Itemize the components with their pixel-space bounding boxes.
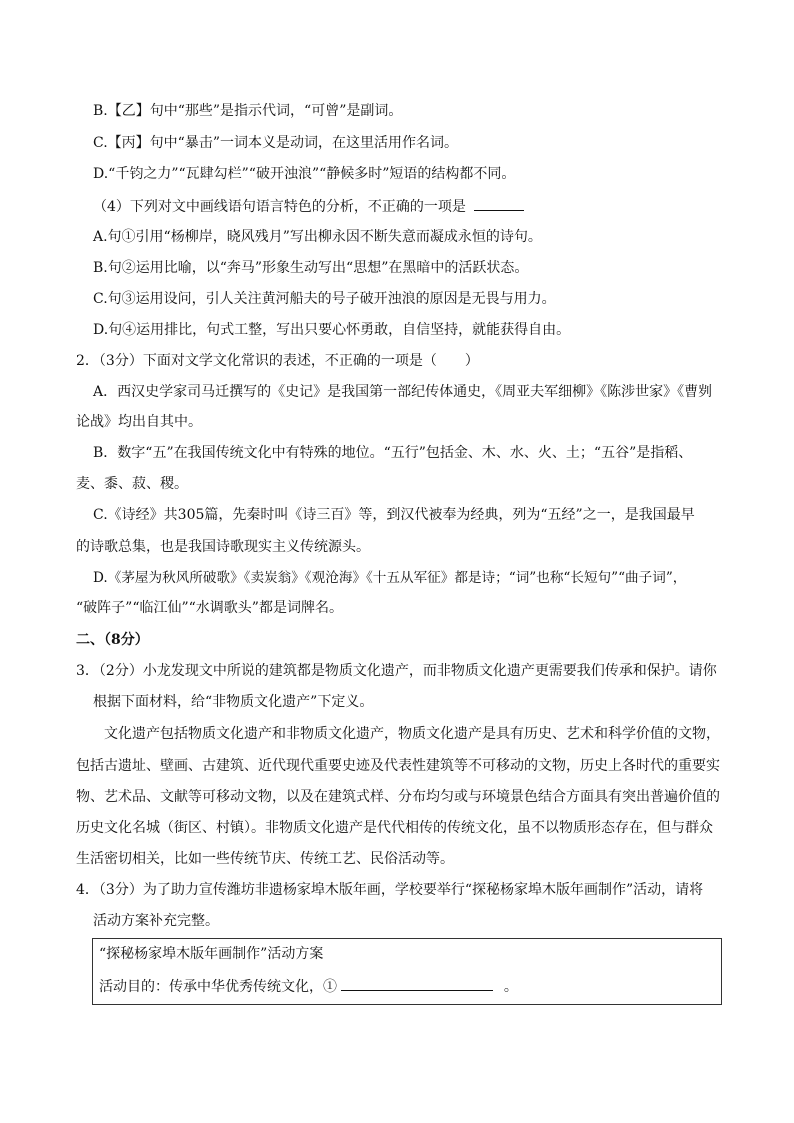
q1-sub4-option-c: C.句③运用设问，引人关注黄河船夫的号子破开浊浪的原因是无畏与用力。: [93, 291, 556, 307]
q2-option-c-line2: 的诗歌总集，也是我国诗歌现实主义传统源头。: [76, 539, 370, 555]
q3-material-line: 历史文化名城（街区、村镇）。非物质文化遗产是代代相传的传统文化，虽不以物质形态存在，但与群众: [76, 820, 713, 836]
q2-option-b-line1: B．数字“五”在我国传统文化中有特殊的地位。“五行”包括金、木、水、火、土；“五谷”是指稻、: [93, 445, 693, 461]
q3-stem-line2: 根据下面材料，给“非物质文化遗产”下定义。: [93, 694, 374, 710]
activity-plan-title: “探秘杨家埠木版年画制作”活动方案: [99, 946, 324, 962]
q1-sub4-option-b: B.句②运用比喻，以“奔马”形象生动写出“思想”在黑暗中的活跃状态。: [93, 260, 529, 276]
section-heading: 二、（8分）: [76, 632, 149, 648]
q3-material-line: 文化遗产包括物质文化遗产和非物质文化遗产，物质文化遗产是具有历史、艺术和科学价值的文物，: [104, 726, 720, 742]
activity-purpose-label: 活动目的：传承中华优秀传统文化，①: [99, 979, 337, 995]
q2-stem: 2．（3分）下面对文学文化常识的表述，不正确的一项是（ ）: [76, 353, 479, 369]
answer-blank[interactable]: [474, 196, 524, 211]
q3-stem-line1: 3．（2分）小龙发现文中所说的建筑都是物质文化遗产，而非物质文化遗产更需要我们传承和保护。请你: [76, 663, 717, 679]
q3-material-line: 包括古遗址、壁画、古建筑、近代现代重要史迹及代表性建筑等不可移动的文物，历史上各时代的重要实: [76, 758, 720, 774]
q2-option-b-line2: 麦、黍、菽、稷。: [76, 476, 188, 492]
q2-option-d-line1: D.《茅屋为秋风所破歌》《卖炭翁》《观沧海》《十五从军征》都是诗；“词”也称“长短句”“曲子词”，: [93, 570, 687, 586]
q1-option-d: D.“千钧之力”“瓦肆勾栏”“破开浊浪”“静候多时”短语的结构都不同。: [93, 166, 516, 182]
q4-stem-line2: 活动方案补充完整。: [93, 913, 219, 929]
activity-plan-box: [92, 938, 722, 1005]
activity-purpose-line: [99, 976, 518, 997]
q1-sub4-stem: [93, 196, 524, 217]
q1-option-c: C.【丙】句中“暴击”一词本义是动词，在这里活用作名词。: [93, 135, 458, 151]
q3-material-line: 生活密切相关，比如一些传统节庆、传统工艺、民俗活动等。: [76, 851, 454, 867]
q2-option-c-line1: C.《诗经》共305篇，先秦时叫《诗三百》等，到汉代被奉为经典，列为“五经”之一，是我国最早: [93, 507, 695, 523]
q3-material-line: 物、艺术品、文献等可移动文物，以及在建筑式样、分布均匀或与环境景色结合方面具有突出普遍价值的: [76, 789, 720, 805]
answer-blank[interactable]: [341, 976, 493, 991]
q4-stem-line1: 4．（3分）为了助力宣传潍坊非遗杨家埠木版年画，学校要举行“探秘杨家埠木版年画制作”活动，请将: [76, 882, 704, 898]
q2-option-a-line1: A．西汉史学家司马迁撰写的《史记》是我国第一部纪传体通史，《周亚夫军细柳》《陈涉世家》《曹刿: [93, 384, 713, 400]
q1-sub4-option-a: A.句①引用“杨柳岸，晓风残月”写出柳永因不断失意而凝成永恒的诗句。: [93, 229, 542, 245]
q2-option-d-line2: “破阵子”“临江仙”“水调歌头”都是词牌名。: [76, 600, 343, 616]
period: 。: [503, 979, 518, 995]
q1-sub4-stem-text: （4）下列对文中画线语句语言特色的分析，不正确的一项是: [93, 199, 466, 215]
q1-option-b: B.【乙】句中“那些”是指示代词，“可曾”是副词。: [93, 103, 403, 119]
q2-option-a-line2: 论战》均出自其中。: [76, 414, 202, 430]
q1-sub4-option-d: D.句④运用排比，句式工整，写出只要心怀勇敢，自信坚持，就能获得自由。: [93, 322, 571, 338]
